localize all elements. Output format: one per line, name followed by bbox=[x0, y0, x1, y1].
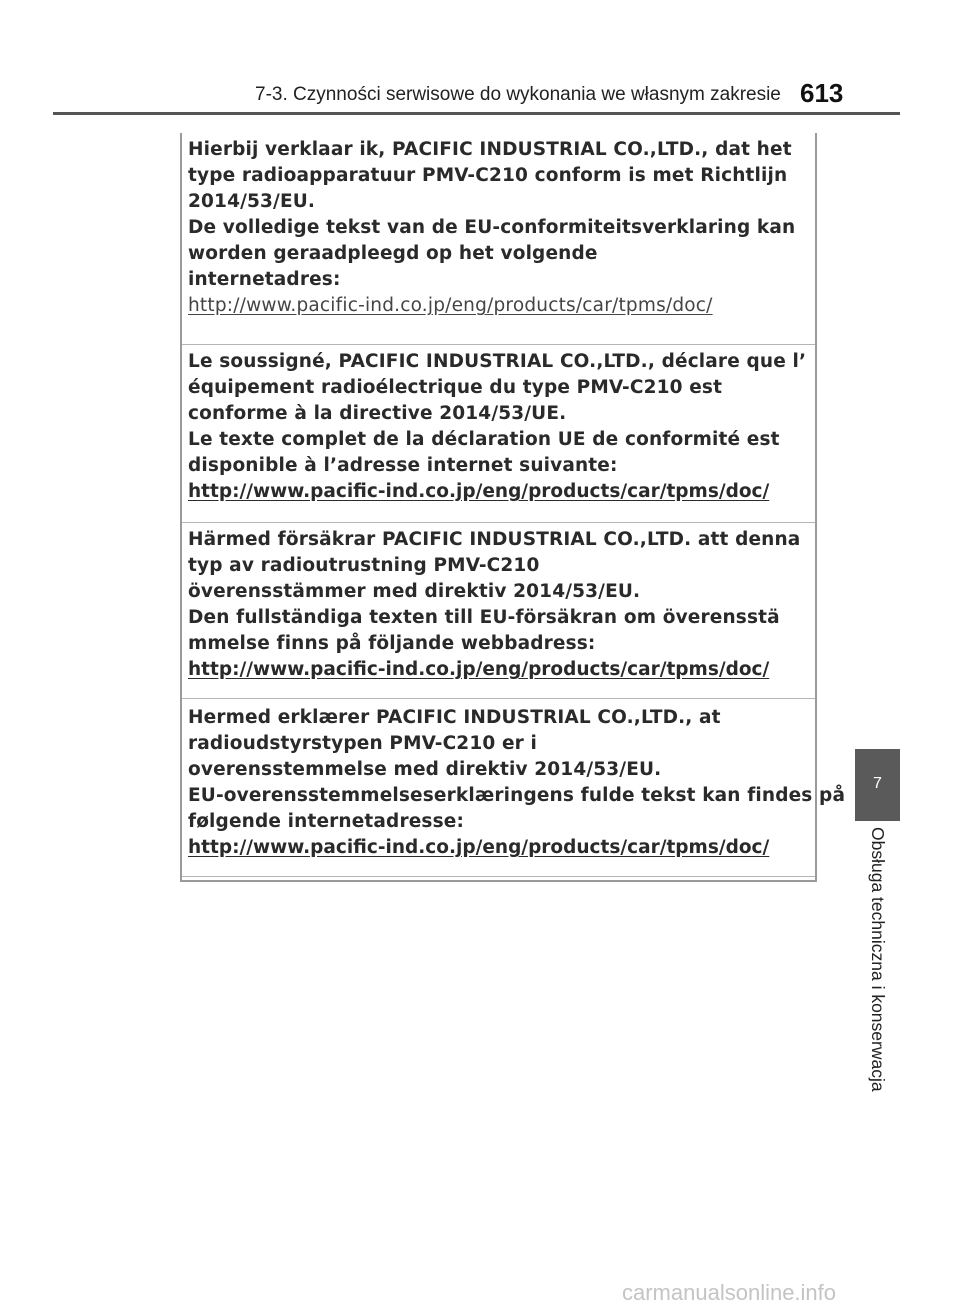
declaration-url-link[interactable]: http://www.pacific-ind.co.jp/eng/products/car/tpms/doc/ bbox=[188, 481, 770, 502]
declaration-line: Hierbij verklaar ik, PACIFIC INDUSTRIAL CO.,LTD., dat het bbox=[188, 139, 792, 160]
declaration-url-link[interactable]: http://www.pacific-ind.co.jp/eng/products/car/tpms/doc/ bbox=[188, 837, 770, 858]
declaration-line: typ av radioutrustning PMV-C210 bbox=[188, 555, 540, 576]
declaration-line: Härmed försäkrar PACIFIC INDUSTRIAL CO.,LTD. att denna bbox=[188, 529, 801, 550]
declaration-url-link[interactable]: http://www.pacific-ind.co.jp/eng/products/car/tpms/doc/ bbox=[188, 659, 770, 680]
page-number: 613 bbox=[800, 78, 844, 108]
header-divider bbox=[53, 112, 900, 115]
declaration-box bbox=[180, 133, 846, 882]
declaration-line: conforme à la directive 2014/53/UE. bbox=[188, 403, 567, 424]
declaration-line: 2014/53/EU. bbox=[188, 191, 316, 212]
declaration-line: överensstämmer med direktiv 2014/53/EU. bbox=[188, 581, 641, 602]
watermark: carmanualsonline.info bbox=[622, 1280, 837, 1305]
declaration-line: internetadres: bbox=[188, 269, 341, 290]
declaration-line: disponible à l’adresse internet suivante: bbox=[188, 455, 618, 476]
declaration-block-dutch bbox=[182, 137, 815, 345]
declaration-line: mmelse finns på följande webbadress: bbox=[188, 633, 596, 654]
chapter-number: 7 bbox=[873, 775, 882, 792]
declaration-url-link[interactable]: http://www.pacific-ind.co.jp/eng/products/car/tpms/doc/ bbox=[188, 295, 713, 316]
chapter-label-text: Obsługa techniczna i konserwacja bbox=[868, 827, 888, 1092]
declaration-block-danish bbox=[182, 699, 846, 877]
declaration-line: Le texte complet de la déclaration UE de conformité est bbox=[188, 429, 780, 450]
declaration-line: équipement radioélectrique du type PMV-C210 est bbox=[188, 377, 723, 398]
declaration-line: følgende internetadresse: bbox=[188, 811, 464, 832]
declaration-line: type radioapparatuur PMV-C210 conform is met Richtlijn bbox=[188, 165, 788, 186]
declaration-line: overensstemmelse med direktiv 2014/53/EU. bbox=[188, 759, 662, 780]
declaration-line: Hermed erklærer PACIFIC INDUSTRIAL CO.,LTD., at bbox=[188, 707, 721, 728]
declaration-block-swedish bbox=[182, 523, 815, 699]
declaration-line: De volledige tekst van de EU-conformiteitsverklaring kan bbox=[188, 217, 796, 238]
section-title: 7-3. Czynności serwisowe do wykonania we własnym zakresie bbox=[255, 84, 781, 105]
declaration-line: Den fullständiga texten till EU-försäkran om överensstä bbox=[188, 607, 780, 628]
declaration-block-french bbox=[182, 345, 815, 523]
declaration-line: Le soussigné, PACIFIC INDUSTRIAL CO.,LTD., déclare que l’ bbox=[188, 351, 807, 372]
chapter-tab bbox=[855, 749, 900, 821]
declaration-line: EU-overensstemmelseserklæringens fulde tekst kan findes på bbox=[188, 785, 846, 806]
declaration-line: radioudstyrstypen PMV-C210 er i bbox=[188, 733, 538, 754]
declaration-line: worden geraadpleegd op het volgende bbox=[188, 243, 598, 264]
chapter-label bbox=[860, 827, 896, 1127]
